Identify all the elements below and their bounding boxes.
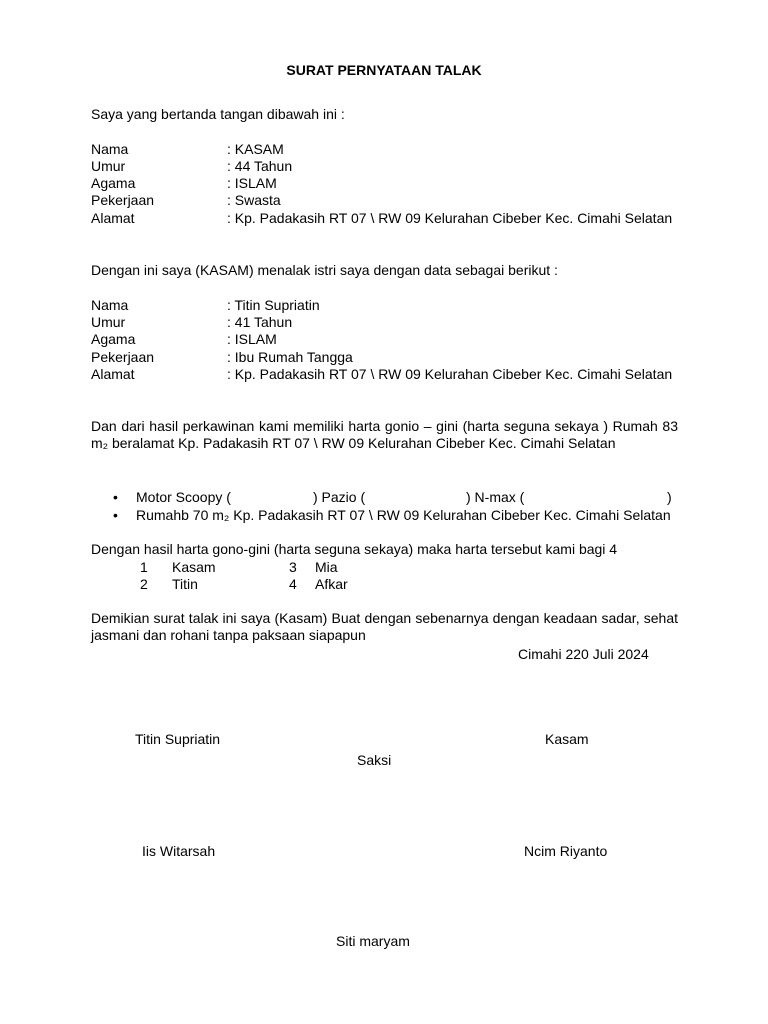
signatory-left: Titin Supriatin: [135, 731, 221, 747]
document-title: SURAT PERNYATAAN TALAK: [286, 62, 482, 78]
person1-name-label: Nama: [91, 141, 129, 157]
heir-name: Titin: [172, 576, 198, 592]
person2-religion-label: Agama: [91, 331, 136, 347]
person2-age-label: Umur: [91, 314, 126, 330]
person2-address-label: Alamat: [91, 366, 135, 382]
person2-occupation-value: : Ibu Rumah Tangga: [227, 349, 353, 365]
witness-left: Iis Witarsah: [142, 843, 216, 859]
division-line: Dengan hasil harta gono-gini (harta seguna sekaya) maka harta tersebut kami bagi 4: [91, 541, 618, 557]
person2-name-label: Nama: [91, 297, 129, 313]
person2-occupation-label: Pekerjaan: [91, 349, 155, 365]
person1-religion-value: : ISLAM: [227, 175, 277, 191]
bullet-1-part-b: ) Pazio (: [313, 489, 366, 505]
person2-address-value: : Kp. Padakasih RT 07 \ RW 09 Kelurahan Cibeber Kec. Cimahi Selatan: [227, 366, 673, 382]
person1-religion-label: Agama: [91, 175, 136, 191]
bullet-2-text: Rumahb 70 m₂ Kp. Padakasih RT 07 \ RW 09 Kelurahan Cibeber Kec. Cimahi Selatan: [136, 507, 671, 523]
heir-number: 3: [289, 559, 297, 575]
closing-paragraph: Demikian surat talak ini saya (Kasam) Buat dengan sebenarnya dengan keadaan sadar, sehat jasmani dan rohani tanpa paksaan siapapun: [91, 610, 678, 643]
person1-occupation-value: : Swasta: [227, 192, 281, 208]
witness-label: Saksi: [357, 752, 392, 768]
person1-age-label: Umur: [91, 158, 126, 174]
witness-bottom: Siti maryam: [336, 933, 410, 949]
person2-name-value: : Titin Supriatin: [227, 297, 320, 313]
person1-age-value: : 44 Tahun: [227, 158, 293, 174]
bullet-2-marker: •: [113, 507, 118, 523]
bullet-1-part-a: Motor Scoopy (: [136, 489, 231, 505]
assets-intro: Dan dari hasil perkawinan kami memiliki harta gonio – gini (harta seguna sekaya ) Rumah 83 m₂ beralamat Kp. Padakasih RT 07 \ RW 09 Kelurahan Cibeber Kec. Cimahi Selatan: [91, 418, 678, 451]
witness-right: Ncim Riyanto: [524, 843, 608, 859]
bullet-1-part-c: ) N-max (: [466, 489, 525, 505]
heir-name: Afkar: [315, 576, 348, 592]
person1-name-value: : KASAM: [227, 141, 284, 157]
heir-number: 2: [140, 576, 148, 592]
heir-number: 1: [140, 559, 148, 575]
intro-line: Saya yang bertanda tangan dibawah ini :: [91, 106, 345, 122]
bullet-1-part-d: ): [667, 489, 672, 505]
signatory-right: Kasam: [545, 731, 589, 747]
person1-occupation-label: Pekerjaan: [91, 192, 155, 208]
statement-line: Dengan ini saya (KASAM) menalak istri saya dengan data sebagai berikut :: [91, 262, 558, 278]
heir-name: Kasam: [172, 559, 216, 575]
person1-address-label: Alamat: [91, 210, 135, 226]
heir-number: 4: [289, 576, 297, 592]
heir-name: Mia: [315, 559, 338, 575]
person2-religion-value: : ISLAM: [227, 331, 277, 347]
person1-address-value: : Kp. Padakasih RT 07 \ RW 09 Kelurahan Cibeber Kec. Cimahi Selatan: [227, 210, 673, 226]
bullet-1-marker: •: [113, 489, 118, 505]
person2-age-value: : 41 Tahun: [227, 314, 293, 330]
place-date: Cimahi 220 Juli 2024: [518, 646, 649, 662]
